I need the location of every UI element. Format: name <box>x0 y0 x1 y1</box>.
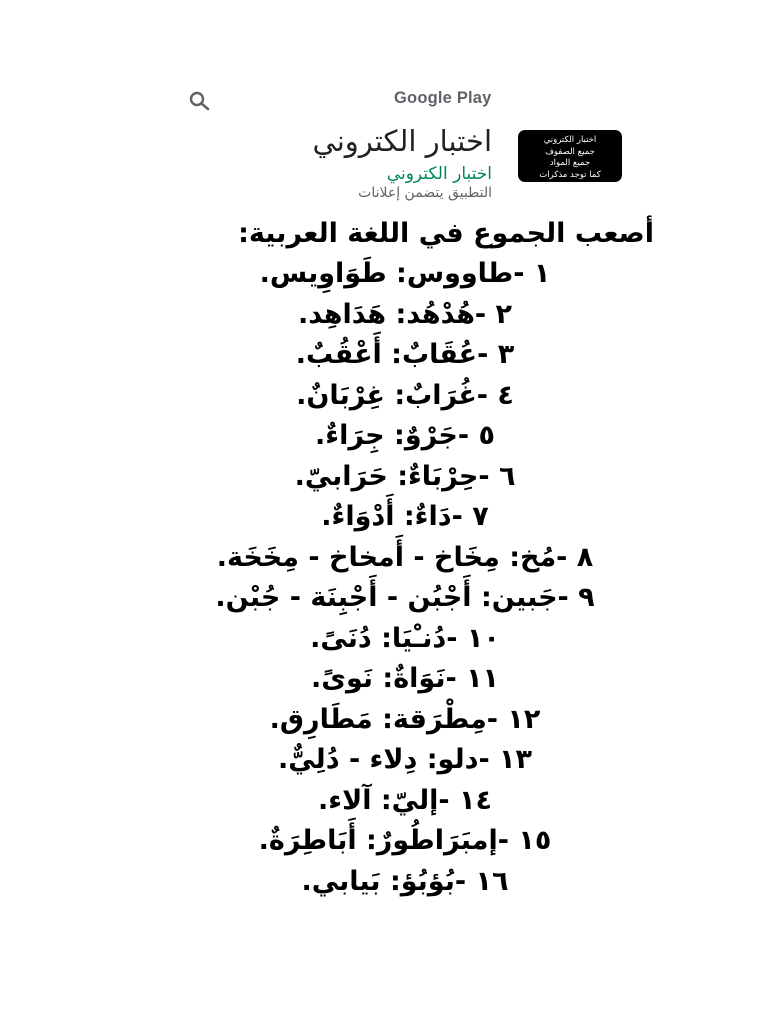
app-title: اختبار الكتروني <box>312 124 492 158</box>
list-item: ٨ -مُخ: مِخَاخ - أَمخاخ - مِخَخَة. <box>216 541 594 573</box>
list-item: ٧ -دَاءٌ: أَدْوَاءٌ. <box>321 501 489 532</box>
google-play-logo: Google Play <box>394 89 492 107</box>
ads-notice: التطبيق يتضمن إعلانات <box>358 185 492 201</box>
list-item: ١١ -نَوَاةٌ: نَوىً. <box>310 663 500 694</box>
list-item: ٤ -غُرَابٌ: غِرْبَانٌ. <box>296 379 514 411</box>
list-item: ١٠ -دُنـْيَا: دُنَىً. <box>310 622 500 654</box>
app-icon-line: جميع الصفوف <box>545 146 595 157</box>
list-item: ١ -طاووس: طَوَاوِيس. <box>259 258 551 289</box>
app-icon-line: كما توجد مذكرات <box>539 169 601 180</box>
list-item: ١٤ -إليّ: آلاء. <box>318 784 492 816</box>
article-body <box>150 214 660 902</box>
list-item: ٥ -جَرْوٌ: جِرَاءٌ. <box>315 420 495 451</box>
app-listing-card[interactable] <box>188 122 628 218</box>
list-item: ١٢ -مِطْرَقة: مَطَارِق. <box>269 703 541 735</box>
google-play-header <box>180 86 600 116</box>
list-item: ٦ -حِرْبَاءٌ: حَرَابيّ. <box>294 460 516 492</box>
list-item: ١٣ -دلو: دِلاء - دُلِيٌّ. <box>277 744 533 775</box>
plural-list <box>150 254 660 902</box>
app-developer-link[interactable]: اختبار الكتروني <box>386 164 492 184</box>
list-item: ١٦ -بُؤبُؤ: بَيابي. <box>301 865 509 897</box>
app-icon-line: اختبار الكتروني <box>543 135 597 145</box>
list-item: ٩ -جَبين: أَجْبُن - أَجْبِنَة - جُبْن. <box>215 582 595 613</box>
app-icon-line: جميع المواد <box>549 158 591 168</box>
list-item: ٣ -عُقَابٌ: أَعْقُبٌ. <box>295 339 515 370</box>
article-heading: أصعب الجموع في اللغة العربية: <box>238 218 654 249</box>
search-icon[interactable] <box>188 90 212 112</box>
app-icon[interactable] <box>518 130 622 182</box>
list-item: ٢ -هُدْهُد: هَدَاهِد. <box>297 298 513 330</box>
list-item: ١٥ -إمبَرَاطُورٌ: أَبَاطِرَةٌ. <box>258 825 552 856</box>
